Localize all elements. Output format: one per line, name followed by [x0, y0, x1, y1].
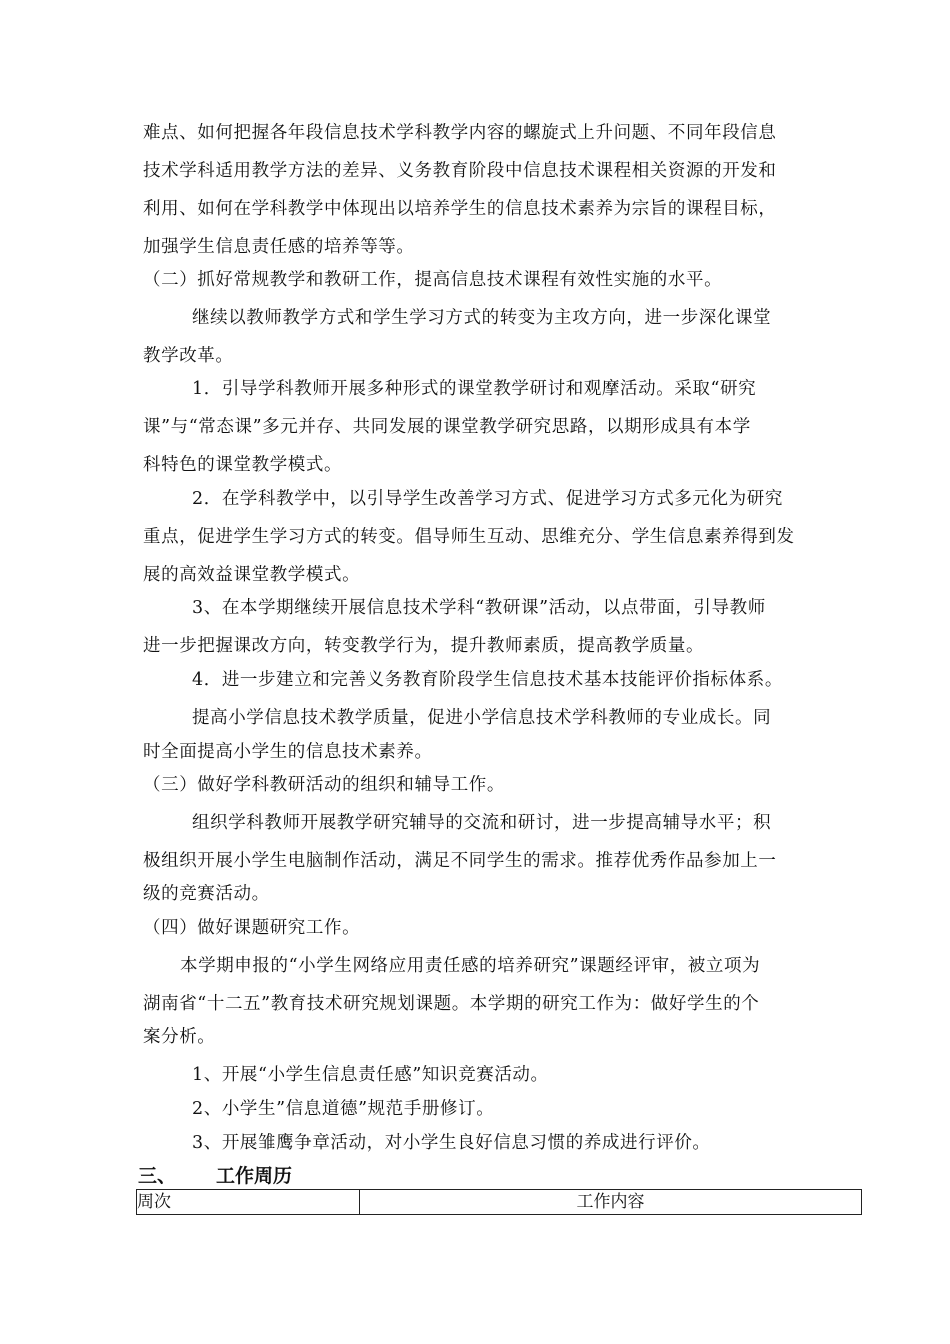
- body-line: 级的竞赛活动。: [143, 884, 270, 904]
- body-line: 时全面提高小学生的信息技术素养。: [143, 742, 433, 762]
- body-line: 科特色的课堂教学模式。: [143, 455, 343, 475]
- body-line: 1．引导学科教师开展多种形式的课堂教学研讨和观摩活动。采取“研究: [192, 379, 757, 399]
- work-calendar-table: [136, 1189, 862, 1215]
- table-header-row: [137, 1190, 862, 1215]
- body-line: 2．在学科教学中，以引导学生改善学习方式、促进学习方式多元化为研究: [192, 489, 783, 509]
- body-line: 继续以教师教学方式和学生学习方式的转变为主攻方向，进一步深化课堂: [192, 308, 772, 328]
- section-number: 三、: [138, 1165, 177, 1187]
- body-line: 教学改革。: [143, 346, 234, 366]
- body-line: 案分析。: [143, 1027, 216, 1047]
- body-line: 提高小学信息技术教学质量，促进小学信息技术学科教师的专业成长。同: [192, 708, 772, 728]
- body-line: 课”与“常态课”多元并存、共同发展的课堂教学研究思路，以期形成具有本学: [143, 417, 751, 437]
- subsection-heading: （二）抓好常规教学和教研工作，提高信息技术课程有效性实施的水平。: [143, 270, 723, 290]
- body-line: 进一步把握课改方向，转变教学行为，提升教师素质，提高教学质量。: [143, 636, 705, 656]
- body-line: 组织学科教师开展教学研究辅导的交流和研讨，进一步提高辅导水平；积: [192, 813, 772, 833]
- body-line: 重点，促进学生学习方式的转变。倡导师生互动、思维充分、学生信息素养得到发: [143, 527, 795, 547]
- body-line: 3、在本学期继续开展信息技术学科“教研课”活动，以点带面，引导教师: [192, 598, 766, 618]
- list-item: 2、小学生”信息道德”规范手册修订。: [192, 1099, 495, 1119]
- list-item: 3、开展雏鹰争章活动，对小学生良好信息习惯的养成进行评价。: [192, 1133, 711, 1153]
- body-line: 技术学科适用教学方法的差异、义务教育阶段中信息技术课程相关资源的开发和: [143, 161, 777, 181]
- section-title: 工作周历: [216, 1165, 293, 1187]
- list-item: 1、开展“小学生信息责任感”知识竞赛活动。: [192, 1065, 549, 1085]
- body-line: 极组织开展小学生电脑制作活动，满足不同学生的需求。推荐优秀作品参加上一: [143, 851, 777, 871]
- header-work-content: 工作内容: [360, 1190, 862, 1215]
- body-line: 4．进一步建立和完善义务教育阶段学生信息技术基本技能评价指标体系。: [192, 670, 783, 690]
- body-line: 加强学生信息责任感的培养等等。: [143, 237, 415, 257]
- body-line: 难点、如何把握各年段信息技术学科教学内容的螺旋式上升问题、不同年段信息: [143, 123, 777, 143]
- subsection-heading: （四）做好课题研究工作。: [143, 918, 361, 938]
- section-heading: [138, 1164, 292, 1188]
- body-line: 湖南省“十二五”教育技术研究规划课题。本学期的研究工作为：做好学生的个: [143, 994, 760, 1014]
- body-line: 展的高效益课堂教学模式。: [143, 565, 361, 585]
- header-week: 周次: [137, 1190, 360, 1215]
- subsection-heading: （三）做好学科教研活动的组织和辅导工作。: [143, 775, 505, 795]
- body-line: 本学期申报的“小学生网络应用责任感的培养研究”课题经评审，被立项为: [180, 956, 761, 976]
- body-line: 利用、如何在学科教学中体现出以培养学生的信息技术素养为宗旨的课程目标，: [143, 199, 777, 219]
